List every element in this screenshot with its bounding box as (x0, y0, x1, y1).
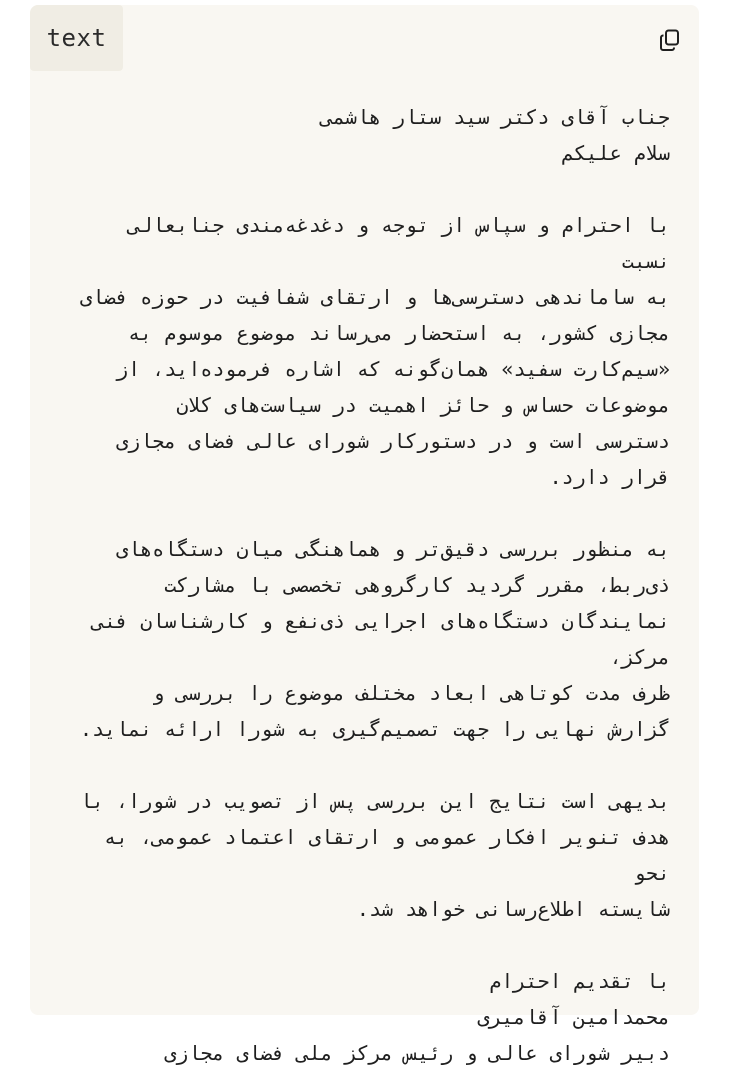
signatory-name: محمدامین آقامیری (477, 1005, 670, 1029)
paragraph-2-line: ذی‌ربط، مقرر گردید کارگروهی تخصصی با مشارکت (164, 573, 670, 597)
paragraph-3-line: هدف تنویر افکار عمومی و ارتقای اعتماد عمومی، به نحو (104, 825, 670, 885)
paragraph-1-line: «سیم‌کارت سفید» همان‌گونه که اشاره فرموده‌اید، از (116, 357, 670, 381)
paragraph-1-line: به ساماندهی دسترسی‌ها و ارتقای شفافیت در حوزه فضای (79, 285, 670, 309)
code-block (30, 5, 699, 1065)
blank-line (70, 171, 670, 207)
blank-line (70, 495, 670, 531)
paragraph-1-line: مجازی کشور، به استحضار می‌رساند موضوع موسوم به (128, 321, 670, 345)
paragraph-1-line: قرار دارد. (549, 465, 670, 489)
greeting-line: سلام علیکم (561, 141, 670, 165)
paragraph-2-line: گزارش نهایی را جهت تصمیم‌گیری به شورا ارائه نماید. (79, 717, 670, 741)
paragraph-1-line: دسترسی است و در دستورکار شورای عالی فضای مجازی (116, 429, 670, 453)
paragraph-1-line: با احترام و سپاس از توجه و دغدغه‌مندی جنابعالی نسبت (128, 213, 670, 273)
copy-button[interactable] (655, 25, 685, 55)
paragraph-2-line: ظرف مدت کوتاهی ابعاد مختلف موضوع را بررسی و (152, 681, 670, 705)
salutation-line: جناب آقای دکتر سید ستار هاشمی (320, 105, 670, 129)
paragraph-2-line: نمایندگان دستگاه‌های اجرایی ذی‌نفع و کارشناسان فنی مرکز، (92, 609, 670, 669)
paragraph-3-line: بدیهی است نتایج این بررسی پس از تصویب در شورا، با (79, 789, 670, 813)
paragraph-2-line: به منظور بررسی دقیق‌تر و هماهنگی میان دستگاه‌های (116, 537, 670, 561)
copy-icon (658, 28, 682, 52)
closing-line: با تقدیم احترام (489, 969, 670, 993)
signatory-title: دبیر شورای عالی و رئیس مرکز ملی فضای مجازی (164, 1041, 670, 1065)
blank-line (70, 747, 670, 783)
paragraph-1-line: موضوعات حساس و حائز اهمیت در سیاست‌های کلان (176, 393, 670, 417)
blank-line (70, 927, 670, 963)
paragraph-3-line: شایسته اطلاع‌رسانی خواهد شد. (356, 897, 670, 921)
letter-text (70, 99, 670, 1071)
language-label: text (30, 5, 123, 71)
